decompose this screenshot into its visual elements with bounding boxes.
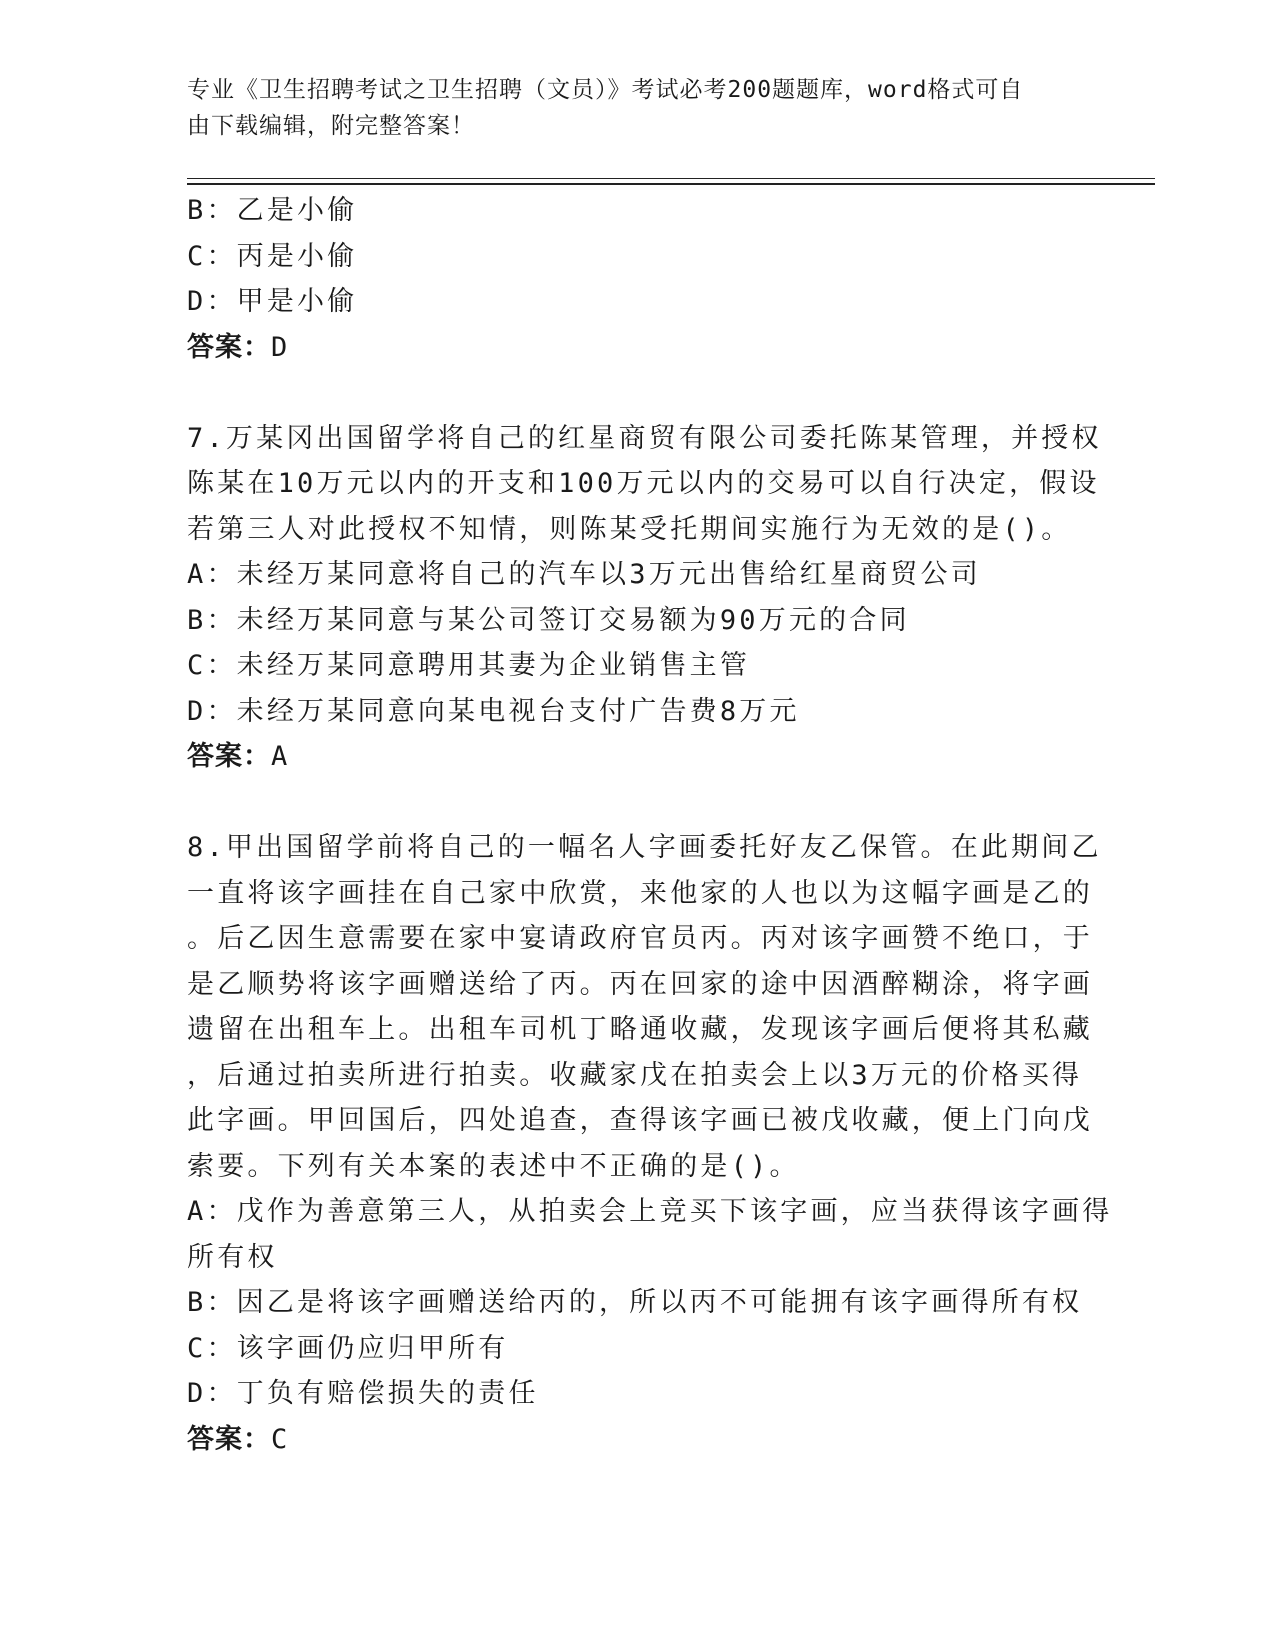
- header-divider-thin: [187, 178, 1155, 179]
- prev-question: [187, 188, 1087, 370]
- option-b: B：乙是小偷: [187, 195, 358, 226]
- question-stem-line: ，后通过拍卖所进行拍卖。收藏家戊在拍卖会上以3万元的价格买得: [187, 1059, 1083, 1091]
- answer-value: D: [271, 331, 289, 363]
- option-a-continued: 所有权: [187, 1241, 278, 1273]
- answer-label: 答案：: [187, 1423, 271, 1455]
- option-d: D：丁负有赔偿损失的责任: [187, 1378, 539, 1409]
- option-d: D：未经万某同意向某电视台支付广告费8万元: [187, 695, 800, 727]
- answer-label: 答案：: [187, 741, 271, 772]
- option-b: B：未经万某同意与某公司签订交易额为90万元的合同: [187, 604, 910, 636]
- question-stem-line: 一直将该字画挂在自己家中欣赏，来他家的人也以为这幅字画是乙的: [187, 877, 1093, 909]
- question-stem-line: 遗留在出租车上。出租车司机丁略通收藏，发现该字画后便将其私藏: [187, 1014, 1093, 1045]
- question-stem-line: 此字画。甲回国后，四处追查，查得该字画已被戊收藏，便上门向戊: [187, 1105, 1093, 1136]
- header-line-1: 专业《卫生招聘考试之卫生招聘（文员）》考试必考200题题库，word格式可自: [187, 77, 1024, 103]
- answer-value: C: [271, 1423, 289, 1455]
- question-stem-line: 。后乙因生意需要在家中宴请政府官员丙。丙对该字画赞不绝口，于: [187, 923, 1093, 954]
- question-stem-line: 若第三人对此授权不知情，则陈某受托期间实施行为无效的是()。: [187, 513, 1072, 545]
- question-stem-line: 7.万某冈出国留学将自己的红星商贸有限公司委托陈某管理，并授权: [187, 422, 1102, 454]
- question-stem-line: 索要。下列有关本案的表述中不正确的是()。: [187, 1150, 800, 1182]
- document-header: [187, 72, 1087, 144]
- question-7: [187, 416, 1102, 780]
- answer-line: [187, 1417, 1087, 1463]
- document-body: [187, 188, 1113, 1462]
- option-a: A：未经万某同意将自己的汽车以3万元出售给红星商贸公司: [187, 559, 981, 590]
- question-stem-line: 8.甲出国留学前将自己的一幅名人字画委托好友乙保管。在此期间乙: [187, 832, 1102, 863]
- spacer: [187, 370, 1087, 416]
- answer-value: A: [271, 741, 289, 772]
- option-c: C：该字画仍应归甲所有: [187, 1332, 509, 1364]
- option-a: A：戊作为善意第三人，从拍卖会上竞买下该字画，应当获得该字画得: [187, 1196, 1113, 1227]
- question-stem-line: 是乙顺势将该字画赠送给了丙。丙在回家的途中因酒醉糊涂，将字画: [187, 968, 1093, 1000]
- option-c: C：未经万某同意聘用其妻为企业销售主管: [187, 650, 751, 681]
- answer-label: 答案：: [187, 331, 271, 363]
- answer-line: [187, 325, 1087, 371]
- option-d: D：甲是小偷: [187, 286, 358, 317]
- header-divider-thick: [187, 183, 1155, 185]
- spacer: [187, 780, 1087, 826]
- question-8: [187, 825, 1113, 1462]
- answer-line: [187, 734, 1087, 780]
- header-line-2: 由下载编辑，附完整答案！: [187, 113, 475, 139]
- question-stem-line: 陈某在10万元以内的开支和100万元以内的交易可以自行决定，假设: [187, 468, 1100, 499]
- option-b: B：因乙是将该字画赠送给丙的，所以丙不可能拥有该字画得所有权: [187, 1287, 1083, 1318]
- option-c: C：丙是小偷: [187, 240, 358, 272]
